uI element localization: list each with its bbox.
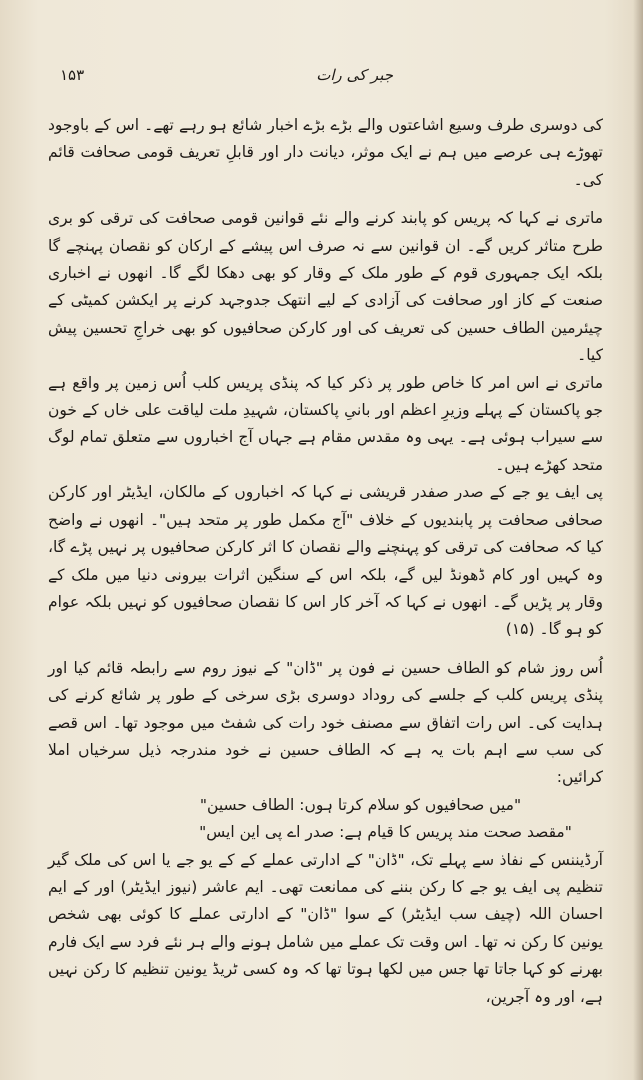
headline-quote: "مقصد صحت مند پریس کا قیام ہے: صدر اے پی این ایس": [199, 823, 572, 842]
body-text: [48, 112, 603, 1011]
page-header: [60, 66, 543, 92]
paragraph: کی دوسری طرف وسیع اشاعتوں والے بڑے بڑے اخبار شائع ہو رہے تھے۔ اس کے باوجود تھوڑے ہی عرصے میں ہم نے ایک موثر، دیانت دار اور قابلِ تعریف قومی صحافت قائم کی۔: [48, 116, 603, 189]
paragraph: اُس روز شام کو الطاف حسین نے فون پر "ڈان" کے نیوز روم سے رابطہ قائم کیا اور پنڈی پریس کلب کے جلسے کی روداد دوسری بڑی سرخی کے طور پر شائع کرنے کی ہدایت کی۔ اس رات اتفاق سے مصنف خود رات کی شفٹ میں موجود تھا۔ اس قصے کی سب سے اہم بات یہ ہے کہ الطاف حسین نے خود مندرجہ ذیل سرخیاں املا کرائیں:: [48, 658, 603, 787]
paragraph: آرڈیننس کے نفاذ سے پہلے تک، "ڈان" کے ادارتی عملے کے کے یو جے یا اس کی ملک گیر تنظیم پی ایف یو جے کا رکن بننے کی ممانعت تھی۔ ایم عاشر (نیوز ایڈیٹر) اور کے ایم احسان اللہ (چیف سب ایڈیٹر) کے سوا "ڈان" کے ادارتی عملے کا کوئی بھی شخص یونین کا رکن نہ تھا۔ اس وقت تک عملے میں شامل ہونے والے ہر نئے فرد سے ایک فارم بھرنے کو کہا جاتا تھا جس میں لکھا ہوتا تھا کہ وہ کسی ٹریڈ یونین تنظیم کا رکن نہیں ہے، اور وہ آجرین،: [48, 850, 603, 1006]
page-edge-shadow: [633, 0, 643, 1080]
running-title: جبر کی رات: [316, 66, 393, 84]
paragraph: پی ایف یو جے کے صدر صفدر قریشی نے کہا کہ اخباروں کے مالکان، ایڈیٹر اور کارکن صحافی صحافت پر پابندیوں کے خلاف "آج مکمل طور پر متحد ہیں"۔ انھوں نے واضح کیا کہ صحافت کی ترقی کو پہنچنے والے نقصان کا اثر کارکن صحافیوں پر نہیں پڑے گا، وہ کہیں اور کام ڈھونڈ لیں گے، بلکہ اس کے سنگین اثرات بیرونی دنیا میں ملک کے وقار پر پڑیں گے۔ انھوں نے کہا کہ آخر کار اس کا نقصان صحافیوں کو نہیں بلکہ عوام کو ہو گا۔ (۱۵): [48, 483, 603, 639]
page-number: ۱۵۳: [60, 66, 85, 84]
paragraph: ماتری نے اس امر کا خاص طور پر ذکر کیا کہ پنڈی پریس کلب اُس زمین پر واقع ہے جو پاکستان کے پہلے وزیرِ اعظم اور بانیِ پاکستان، شہیدِ ملت لیاقت علی خاں کے خون سے سیراب ہوئی ہے۔ یہی وہ مقدس مقام ہے جہاں آج اخباروں سے متعلق تمام لوگ متحد کھڑے ہیں۔: [48, 373, 603, 474]
paragraph: ماتری نے کہا کہ پریس کو پابند کرنے والے نئے قوانین قومی صحافت کی ترقی کو بری طرح متاثر کریں گے۔ ان قوانین سے نہ صرف اس پیشے کے ارکان کو نقصان پہنچے گا بلکہ ایک جمہوری قوم کے طور ملک کے وقار کو بھی دھکا لگے گا۔ انھوں نے اخباری صنعت کے کاز اور صحافت کی آزادی کے لیے انتھک جدوجہد کرنے پر ایکشن کمیٹی کے چیئرمین الطاف حسین کی تعریف کی اور کارکن صحافیوں کو بھی خراجِ تحسین پیش کیا۔: [48, 209, 603, 365]
headline-quote: "میں صحافیوں کو سلام کرتا ہوں: الطاف حسین": [199, 795, 522, 814]
